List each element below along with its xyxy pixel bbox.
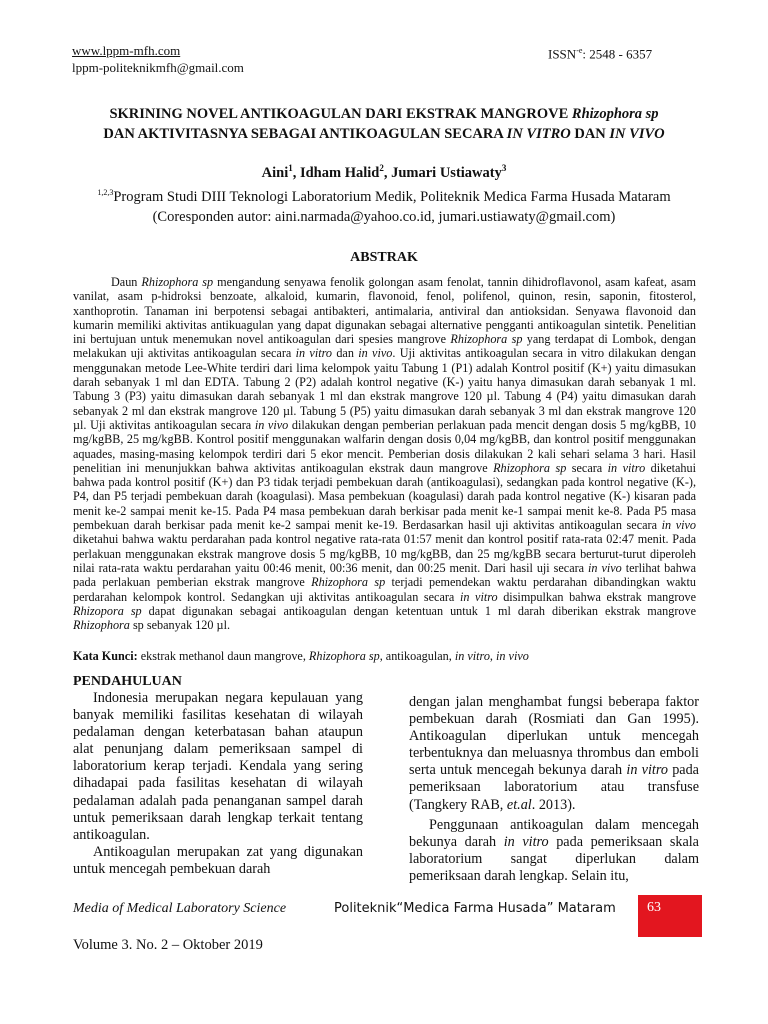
intro-column-left bbox=[73, 690, 363, 878]
intro-column-right bbox=[409, 694, 699, 885]
issn-sup: -e bbox=[576, 46, 583, 55]
volume-info: Volume 3. No. 2 – Oktober 2019 bbox=[73, 937, 263, 953]
intro-paragraph-3: dengan jalan menghambat fungsi beberapa faktor pembekuan darah (Rosmiati dan Gan 1995). Antikoagulan diperlukan untuk mencegah terbentuknya dan meluasnya thrombus dan emboli serta untuk mencegah bekunya darah in vitro pada pemeriksaan laboratorium atau transfuse (Tangkery RAB, et.al. 2013). bbox=[409, 694, 699, 813]
header-contact bbox=[72, 42, 244, 76]
corresponding-author: (Coresponden autor: aini.narmada@yahoo.co.id, jumari.ustiawaty@gmail.com) bbox=[152, 208, 616, 225]
abstract-heading: ABSTRAK bbox=[350, 250, 418, 265]
section-heading-introduction: PENDAHULUAN bbox=[73, 674, 182, 689]
page-number: 63 bbox=[647, 900, 661, 915]
paper-title bbox=[60, 104, 708, 144]
abstract-text: Daun Rhizophora sp mengandung senyawa fenolik golongan asam fenolat, tannin dihidroflavonol, asam kafeat, asam vanilat, asam p-hidroksi benzoate, alkaloid, kumarin, flavonoid, fenol, polifenol, quinon, resin, saponin, fitosterol, xanthoprotin. Tanaman ini berpotensi sebagai antibakteri, antimalaria, antiviral dan antioksidan. Senyawa flavonoid dan kumarin memiliki aktivitas antikuagulan yang dapat digunakan sebagai alternative pengganti antikoagulan sintetik. Penelitian ini bertujuan untuk menemukan novel antikoagulan dari spesies mangrove Rhizophora sp yang terdapat di Lombok, dengan melakukan uji aktivitas antikoagulan secara in vitro dan in vivo. Uji aktivitas antikoagulan secara in vitro dilakukan dengan menggunakan metode Lee-White terdiri dari lima kelompok yaitu Tabung 1 (P1) adalah Kontrol positif (K+) yaitu dimasukan darah sebanyak 1 ml dan EDTA. Tabung 2 (P2) adalah kontrol negative (K-) yaitu hanya dimasukan darah sebanyak 1 ml. Tabung 3 (P3) yaitu dimasukan darah sebanyak 1 ml dan ekstrak mangrove 120 µl. Tabung 4 (P4) yaitu dimasukan darah sebanyak 2 ml dan ekstrak mangrove 120 µl. Tabung 5 (P5) yaitu dimasukan darah sebanyak 3 ml dan ekstrak mangrove 120 µl. Uji aktivitas antikoagulan secara in vivo dilakukan dengan pemberian perlakuan pada mencit dengan dosis 5 mg/kgBB, 10 mg/kgBB, 25 mg/kgBB. Kontrol positif menggunakan walfarin dengan dosis 0,04 mg/kgBB, dan kontrol positif menggunakan aquades, masing-masing kelompok terdiri dari 5 ekor mencit. Pemberian dosis dilakukan 2 kali sehari selama 3 hari. Hasil penelitian ini menunjukkan bahwa aktivitas antikoagulan ekstrak daun mangrove Rhizophora sp secara in vitro diketahui bahwa pada kontrol positif (K+) dan P3 tidak terjadi pembekuan darah (antikoagulasi), sedangkan pada kontrol negative (K-), P4, dan P5 terjadi pembekuan darah (koagulasi). Masa pembekuan (koagulasi) darah pada kontrol negative (K-) kisaran pada menit ke-2 sampai menit ke-15. Pada P4 masa pembekuan darah berkisar pada menit ke-1 sampai menit ke-8. Pada P5 masa pembekuan darah berkisar pada menit ke-2 sampai menit ke-19. Berdasarkan hasil uji aktivitas antikoagulan secara in vivo diketahui bahwa waktu perdarahan pada kontrol negative rata-rata 01:57 menit dan kontrol positif rata-rata 02:47 menit. Pada perlakuan menggunakan ekstrak mangrove dosis 5 mg/kgBB, 10 mg/kgBB, dan 25 mg/kgBB secara berturut-turut diperoleh nilai rata-rata waktu perdarahan yaitu 00:46 menit, 00:36 menit, dan 00:25 menit. Dari hasil uji secara in vivo terlihat bahwa pada perlakuan pemberian ekstrak mangrove Rhizophora sp terjadi pemendekan waktu perdarahan dibandingkan waktu perdarahan kelompok kontrol. Sedangkan uji aktivitas antikoagulan secara in vitro disimpulkan bahwa ekstrak mangrove Rhizopora sp dapat digunakan sebagai antikoagulan dengan ketentuan untuk 1 ml darah diberikan ekstrak mangrove Rhizophora sp sebanyak 120 µl. bbox=[73, 275, 697, 633]
author-list: Aini$^1$, Idham Halid$^2$, Jumari Ustiawaty$^3$ bbox=[261, 163, 507, 181]
keywords: Kata Kunci: ekstrak methanol daun mangrove, Rhizophora sp, antikoagulan, in vitro, in vivo bbox=[73, 649, 529, 663]
intro-paragraph-4: Penggunaan antikoagulan dalam mencegah bekunya darah in vitro pada pemeriksaan skala laboratorium sangat diperlukan dalam pemeriksaan darah lengkap. Selain itu, bbox=[409, 816, 699, 884]
page-number-box bbox=[638, 895, 702, 937]
institution-name: Politeknik“Medica Farma Husada” Mataram bbox=[334, 901, 616, 916]
title-line-1: SKRINING NOVEL ANTIKOAGULAN DARI EKSTRAK MANGROVE Rhizophora sp bbox=[109, 106, 659, 122]
keywords-label: Kata Kunci: bbox=[73, 649, 138, 663]
website-link[interactable]: www.lppm-mfh.com bbox=[72, 43, 181, 58]
journal-name: Media of Medical Laboratory Science bbox=[73, 901, 287, 916]
issn bbox=[548, 42, 652, 62]
intro-paragraph-1: Indonesia merupakan negara kepulauan yang banyak memiliki fasilitas kesehatan di wilayah pedalaman dengan keterbatasan bahan ataupun alat penunjang dalam pemeriksaan sampel di laboratorium kerap terjadi. Kendala yang sering dihadapai pada fasilitas kesehatan di wilayah pedalaman adalah pada penanganan sampel darah untuk pemeriksaan darah lengkap terkait tentang antikoagulan. bbox=[73, 690, 363, 843]
issn-label: ISSN bbox=[548, 46, 577, 62]
title-line-2: DAN AKTIVITASNYA SEBAGAI ANTIKOAGULAN SECARA IN VITRO DAN IN VIVO bbox=[103, 126, 665, 142]
intro-paragraph-2: Antikoagulan merupakan zat yang digunakan untuk mencegah pembekuan darah bbox=[73, 843, 363, 877]
issn-value: : 2548 - 6357 bbox=[582, 46, 653, 62]
affiliation: $^{1,2,3}$Program Studi DIII Teknologi Laboratorium Medik, Politeknik Medica Farma Husada Mataram (Coresponden autor: aini.narmada@yahoo.co.id, jumari.ustiawaty@gmail.com) bbox=[60, 183, 708, 227]
email-text: lppm-politeknikmfh@gmail.com bbox=[72, 60, 244, 75]
